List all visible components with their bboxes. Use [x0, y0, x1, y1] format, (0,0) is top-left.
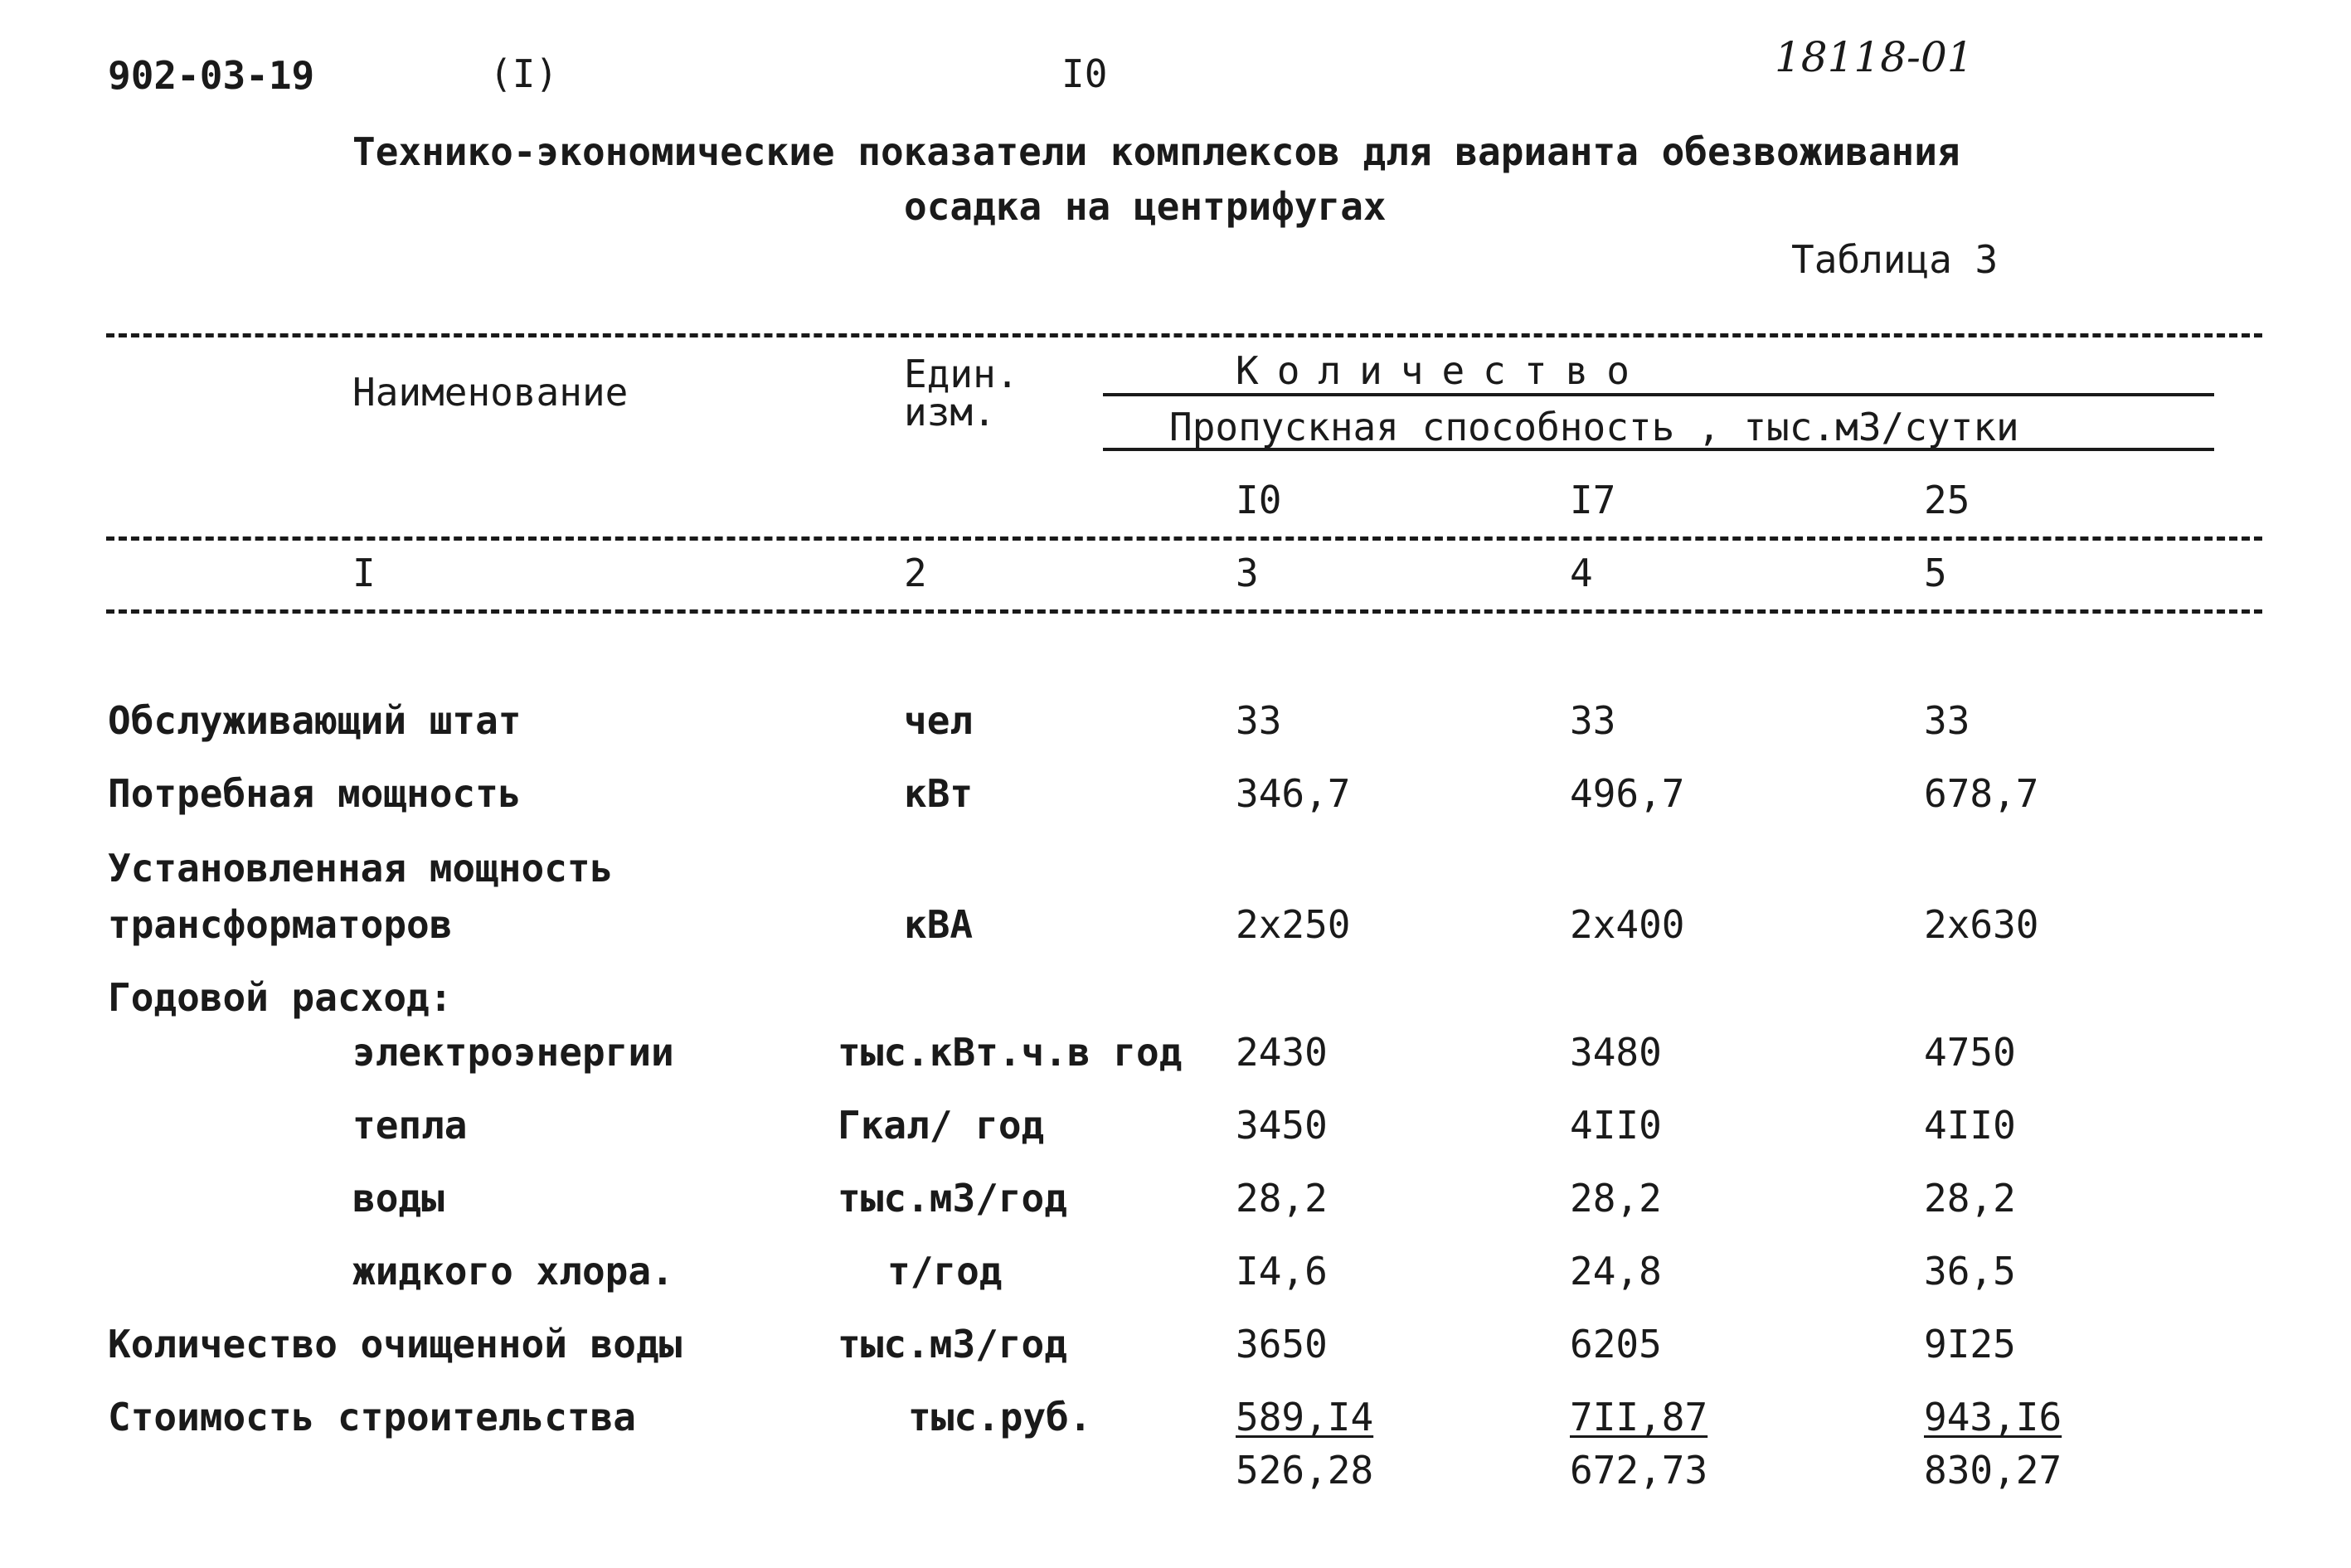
row-water-val-3: 28,2 [1924, 1176, 2016, 1221]
row-chlorine-unit: т/год [887, 1249, 1003, 1294]
capacity-3: 25 [1924, 478, 1970, 522]
row-chlorine-val-1: I4,6 [1236, 1249, 1328, 1294]
row-staff-unit: чел [904, 698, 974, 743]
col-header-unit-2: изм. [904, 390, 996, 434]
title-line-2: осадка на центрифугах [904, 184, 1387, 229]
table-label: Таблица 3 [1791, 237, 1999, 282]
row-water-name: воды [352, 1176, 444, 1221]
row-cost-val-2: 7II,87 [1570, 1395, 1708, 1439]
row-treated-water-val-2: 6205 [1570, 1322, 1662, 1367]
row-heat-unit: Гкал/ год [838, 1103, 1045, 1148]
row-staff-val-3: 33 [1924, 698, 1970, 743]
row-chlorine-name: жидкого хлора. [352, 1249, 674, 1294]
row-treated-water-unit: тыс.м3/год [838, 1322, 1067, 1367]
part-number: (I) [489, 51, 559, 96]
row-treated-water-name: Количество очищенной воды [108, 1322, 682, 1367]
row-transformer-name-1: Установленная мощность [108, 846, 614, 891]
row-heat-val-3: 4II0 [1924, 1103, 2016, 1148]
row-treated-water-val-3: 9I25 [1924, 1322, 2016, 1367]
row-power-unit: кВт [904, 771, 974, 816]
row-annual-header: Годовой расход: [108, 975, 453, 1020]
row-cost-unit: тыс.руб. [908, 1395, 1092, 1439]
row-cost-val-3: 943,I6 [1924, 1395, 2062, 1439]
row-power-val-2: 496,7 [1570, 771, 1685, 816]
row-staff-name: Обслуживающий штат [108, 698, 522, 743]
row-treated-water-val-1: 3650 [1236, 1322, 1328, 1367]
row-electricity-val-3: 4750 [1924, 1030, 2016, 1075]
row-electricity-val-1: 2430 [1236, 1030, 1328, 1075]
table-top-rule [106, 333, 2262, 337]
capacity-2: I7 [1570, 478, 1616, 522]
row-transformer-val-2: 2х400 [1570, 902, 1685, 947]
row-transformer-val-1: 2х250 [1236, 902, 1351, 947]
row-water-val-1: 28,2 [1236, 1176, 1328, 1221]
col-number-3: 3 [1236, 551, 1259, 595]
row-electricity-unit: тыс.кВт.ч.в год [838, 1030, 1183, 1075]
row-power-name: Потребная мощность [108, 771, 522, 816]
row-heat-name: тепла [352, 1103, 468, 1148]
row-transformer-name-2: трансформаторов [108, 902, 453, 947]
row-staff-val-1: 33 [1236, 698, 1282, 743]
row-heat-val-2: 4II0 [1570, 1103, 1662, 1148]
doc-code: 902-03-19 [108, 53, 315, 98]
row-cost-name: Стоимость строительства [108, 1395, 636, 1439]
col-header-quantity: Количество [1236, 348, 1648, 393]
row-cost-lower-3: 830,27 [1924, 1448, 2062, 1493]
col-header-unit-1: Един. [904, 352, 1019, 396]
capacity-1: I0 [1236, 478, 1282, 522]
col-number-2: 2 [904, 551, 927, 595]
row-water-unit: тыс.м3/год [838, 1176, 1067, 1221]
page-number: I0 [1061, 51, 1108, 96]
title-line-1: Технико-экономические показатели комплексов для варианта обезвоживания [352, 129, 1960, 174]
col-numbers-top-rule [106, 536, 2262, 541]
row-power-val-1: 346,7 [1236, 771, 1351, 816]
header-bottom-rule [106, 609, 2262, 614]
capacity-underline [1103, 448, 2214, 451]
row-cost-lower-2: 672,73 [1570, 1448, 1708, 1493]
col-header-name: Наименование [352, 370, 629, 415]
row-water-val-2: 28,2 [1570, 1176, 1662, 1221]
row-transformer-unit: кВА [904, 902, 974, 947]
row-power-val-3: 678,7 [1924, 771, 2039, 816]
row-chlorine-val-2: 24,8 [1570, 1249, 1662, 1294]
handwritten-ref: 18118-01 [1775, 33, 1974, 81]
row-electricity-name: электроэнергии [352, 1030, 674, 1075]
row-staff-val-2: 33 [1570, 698, 1616, 743]
row-cost-lower-1: 526,28 [1236, 1448, 1374, 1493]
row-electricity-val-2: 3480 [1570, 1030, 1662, 1075]
row-cost-val-1: 589,I4 [1236, 1395, 1374, 1439]
row-transformer-val-3: 2х630 [1924, 902, 2039, 947]
col-number-4: 4 [1570, 551, 1593, 595]
quantity-underline [1103, 393, 2214, 396]
row-heat-val-1: 3450 [1236, 1103, 1328, 1148]
col-number-1: I [352, 551, 376, 595]
row-chlorine-val-3: 36,5 [1924, 1249, 2016, 1294]
col-number-5: 5 [1924, 551, 1947, 595]
col-header-capacity: Пропускная способность , тыс.м3/сутки [1169, 405, 2019, 449]
